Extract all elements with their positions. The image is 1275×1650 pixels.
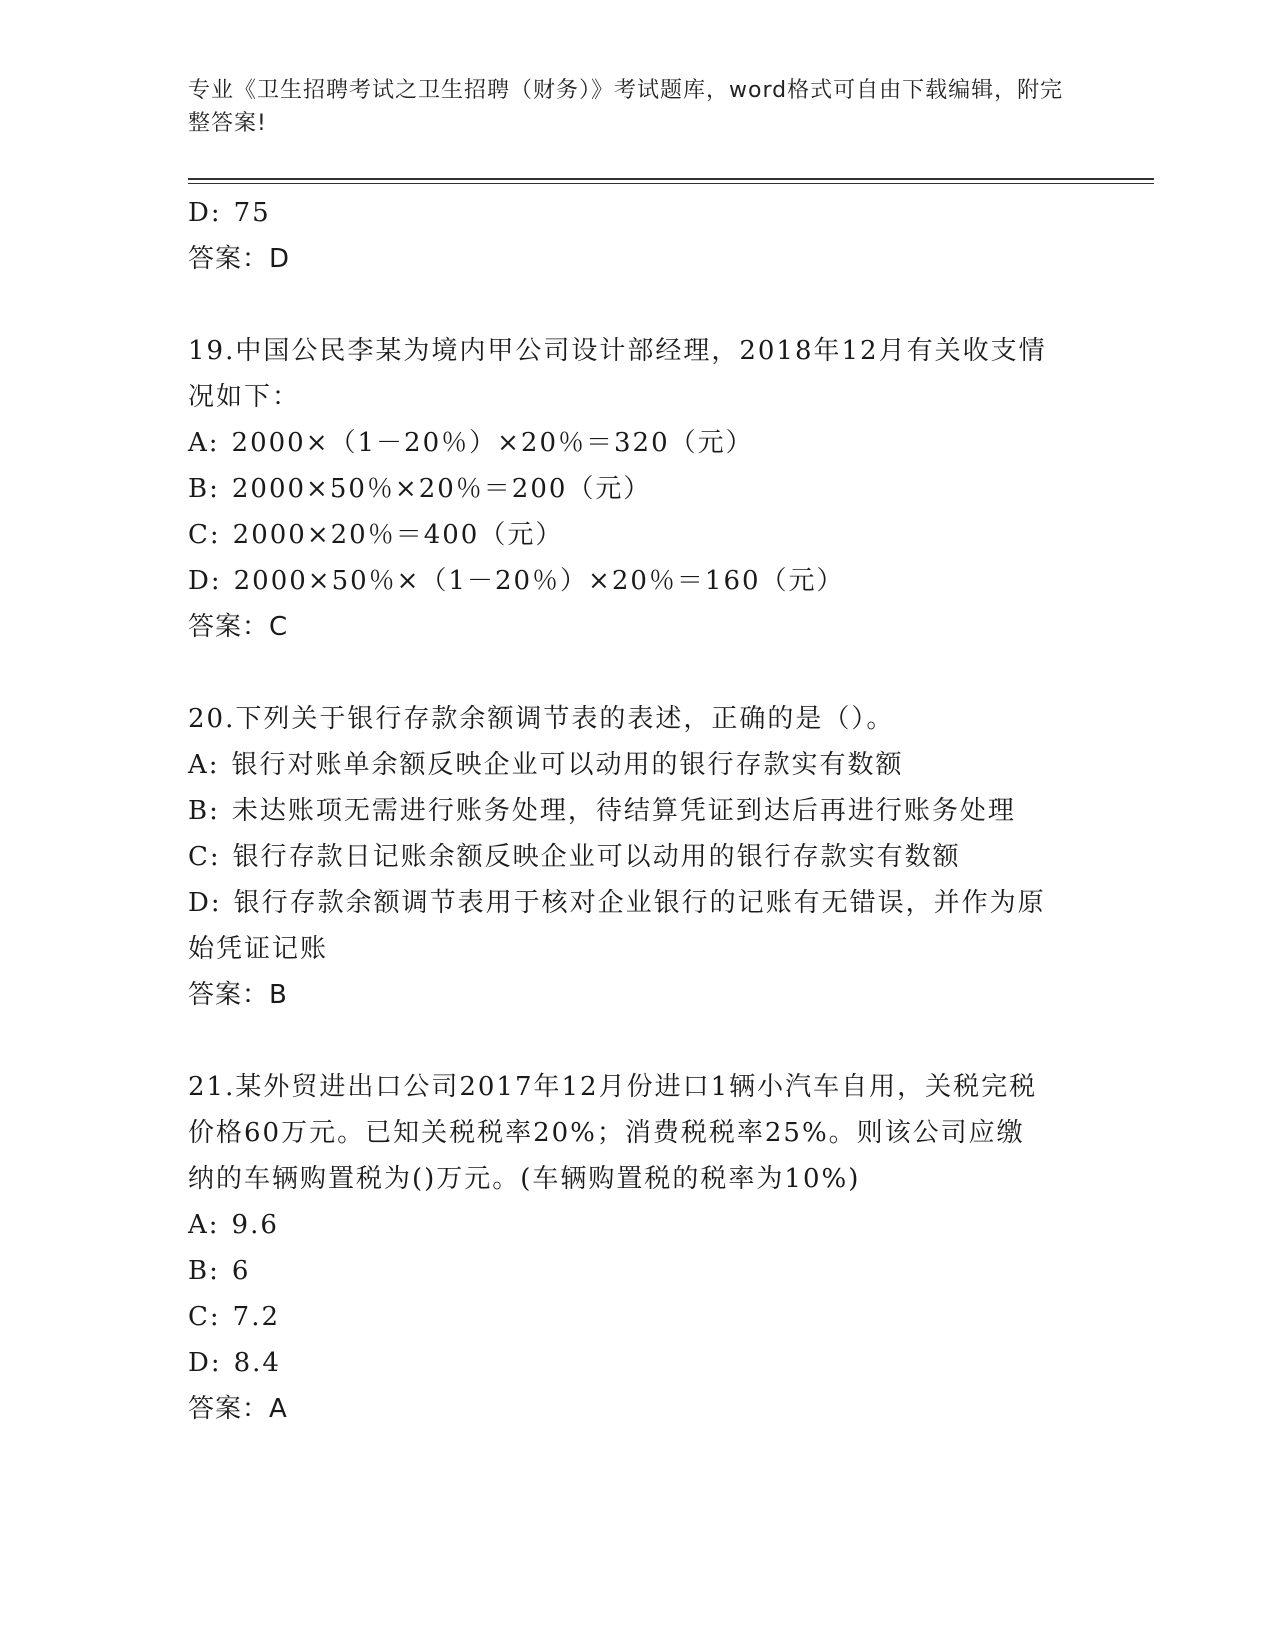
option-d xyxy=(188,880,1048,972)
option-letter: A: xyxy=(188,428,220,458)
option-text: 银行存款日记账余额反映企业可以动用的银行存款实有数额 xyxy=(232,842,961,872)
question-answer: 答案：C xyxy=(188,612,289,642)
option-b xyxy=(188,788,1088,834)
option-c xyxy=(188,1294,1088,1340)
option-c xyxy=(188,834,1088,880)
option-text: 2000×50％×20％＝200（元） xyxy=(231,474,652,504)
question-stem: 19.中国公民李某为境内甲公司设计部经理，2018年12月有关收支情况如下： xyxy=(188,336,1047,412)
option-letter: D: xyxy=(188,888,222,918)
prev-question-option-d xyxy=(188,190,1088,236)
option-letter: A: xyxy=(188,1210,220,1240)
option-c xyxy=(188,512,1088,558)
page-header: 专业《卫生招聘考试之卫生招聘（财务）》考试题库，word格式可自由下载编辑，附完整答案! xyxy=(188,78,1064,136)
option-letter: B: xyxy=(188,474,220,504)
option-b xyxy=(188,1248,1088,1294)
document-body xyxy=(188,190,1088,1432)
option-text: 7.2 xyxy=(232,1302,281,1332)
option-d xyxy=(188,1340,1088,1386)
option-d xyxy=(188,558,1088,604)
question-stem: 21.某外贸进出口公司2017年12月份进口1辆小汽车自用，关税完税价格60万元。已知关税税率20%；消费税税率25%。则该公司应缴纳的车辆购置税为()万元。(车辆购置税的税率为10%) xyxy=(188,1072,1038,1194)
question-answer: 答案：A xyxy=(188,1394,288,1424)
option-text: 未达账项无需进行账务处理，待结算凭证到达后再进行账务处理 xyxy=(231,796,1016,826)
option-text: 9.6 xyxy=(231,1210,279,1240)
question-answer: 答案：B xyxy=(188,980,288,1010)
header-divider xyxy=(188,178,1154,184)
prev-question-answer: 答案：D xyxy=(188,244,291,274)
option-text: 75 xyxy=(233,198,271,228)
question-stem: 20.下列关于银行存款余额调节表的表述，正确的是（）。 xyxy=(188,704,895,734)
option-text: 2000×50％×（1－20％）×20％＝160（元） xyxy=(233,566,845,596)
option-text: 银行存款余额调节表用于核对企业银行的记账有无错误，并作为原始凭证记账 xyxy=(188,888,1046,964)
spacer xyxy=(188,1018,1088,1064)
option-text: 8.4 xyxy=(233,1348,281,1378)
option-a xyxy=(188,420,1088,466)
option-a xyxy=(188,742,1088,788)
option-text: 2000×20％＝400（元） xyxy=(232,520,564,550)
option-letter: C: xyxy=(188,520,221,550)
spacer xyxy=(188,282,1088,328)
option-a xyxy=(188,1202,1088,1248)
option-text: 6 xyxy=(231,1256,251,1286)
option-letter: B: xyxy=(188,796,220,826)
option-letter: C: xyxy=(188,1302,221,1332)
option-letter: C: xyxy=(188,842,221,872)
option-letter: A: xyxy=(188,750,220,780)
option-text: 银行对账单余额反映企业可以动用的银行存款实有数额 xyxy=(231,750,904,780)
question-21 xyxy=(188,1064,1088,1432)
option-letter: D: xyxy=(188,566,222,596)
option-letter: D: xyxy=(188,198,222,228)
question-20 xyxy=(188,696,1088,1018)
option-b xyxy=(188,466,1088,512)
option-letter: D: xyxy=(188,1348,222,1378)
question-19 xyxy=(188,328,1088,650)
spacer xyxy=(188,650,1088,696)
option-text: 2000×（1－20％）×20％＝320（元） xyxy=(231,428,754,458)
option-letter: B: xyxy=(188,1256,220,1286)
